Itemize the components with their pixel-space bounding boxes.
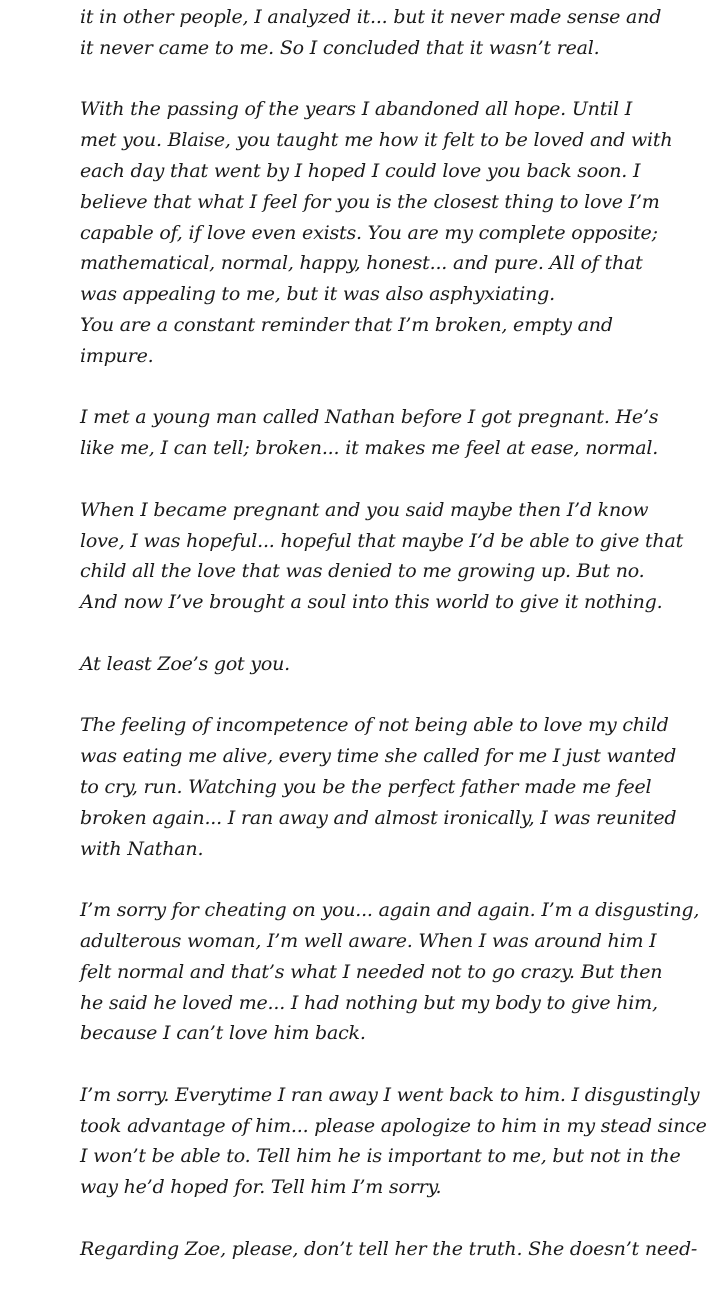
- letter-paragraph: [80, 895, 700, 1049]
- letter-line: took advantage of him... please apologize to him in my stead since: [80, 1114, 707, 1137]
- letter-line: With the passing of the years I abandoned all hope. Until I: [80, 98, 633, 121]
- letter-line: because I can’t love him back.: [80, 1022, 366, 1045]
- letter-line: impure.: [80, 344, 154, 367]
- letter-line: to cry, run. Watching you be the perfect father made me feel: [80, 775, 652, 798]
- letter-paragraph: [80, 1234, 698, 1265]
- letter-line: was appealing to me, but it was also asphyxiating.: [80, 283, 555, 306]
- letter-line: And now I’ve brought a soul into this world to give it nothing.: [80, 591, 663, 614]
- letter-paragraph: [80, 649, 680, 680]
- letter-line: I met a young man called Nathan before I got pregnant. He’s: [80, 406, 659, 429]
- letter-line: with Nathan.: [80, 837, 204, 860]
- letter-paragraph: [80, 710, 680, 864]
- letter-line: I’m sorry. Everytime I ran away I went back to him. I disgustingly: [80, 1083, 700, 1106]
- letter-paragraph: [80, 1080, 707, 1203]
- letter-line: was eating me alive, every time she called for me I just wanted: [80, 745, 677, 768]
- letter-line: When I became pregnant and you said maybe then I’d know: [80, 498, 649, 521]
- letter-line: child all the love that was denied to me growing up. But no.: [80, 560, 645, 583]
- letter-line: it in other people, I analyzed it... but it never made sense and: [80, 6, 662, 28]
- letter-line: Regarding Zoe, please, don’t tell her the truth. She doesn’t need-: [80, 1237, 698, 1260]
- letter-line: love, I was hopeful... hopeful that maybe I’d be able to give that: [80, 529, 684, 552]
- letter-body: [80, 2, 707, 1295]
- letter-line: mathematical, normal, happy, honest... and pure. All of that: [80, 252, 643, 275]
- letter-line: like me, I can tell; broken... it makes me feel at ease, normal.: [80, 437, 659, 460]
- letter-line: believe that what I feel for you is the closest thing to love I’m: [80, 190, 660, 213]
- letter-paragraph: [80, 2, 680, 64]
- letter-line: felt normal and that’s what I needed not to go crazy. But then: [80, 960, 663, 983]
- letter-paragraph: [80, 495, 684, 618]
- letter-line: it never came to me. So I concluded that it wasn’t real.: [80, 36, 600, 59]
- letter-paragraph: [80, 94, 680, 371]
- letter-paragraph: [80, 402, 680, 464]
- letter-line: met you. Blaise, you taught me how it felt to be loved and with: [80, 129, 673, 152]
- letter-line: I’m sorry for cheating on you... again and again. I’m a disgusting,: [80, 899, 700, 922]
- letter-line: You are a constant reminder that I’m broken, empty and: [80, 313, 613, 336]
- letter-line: adulterous woman, I’m well aware. When I was around him I: [80, 929, 657, 952]
- letter-line: he said he loved me... I had nothing but my body to give him,: [80, 991, 658, 1014]
- letter-line: The feeling of incompetence of not being able to love my child: [80, 714, 669, 737]
- letter-line: broken again... I ran away and almost ironically, I was reunited: [80, 806, 677, 829]
- letter-line: I won’t be able to. Tell him he is important to me, but not in the: [80, 1145, 681, 1168]
- letter-line: capable of, if love even exists. You are my complete opposite;: [80, 221, 658, 244]
- letter-line: each day that went by I hoped I could love you back soon. I: [80, 159, 641, 182]
- letter-line: At least Zoe’s got you.: [80, 652, 290, 675]
- letter-line: way he’d hoped for. Tell him I’m sorry.: [80, 1176, 442, 1199]
